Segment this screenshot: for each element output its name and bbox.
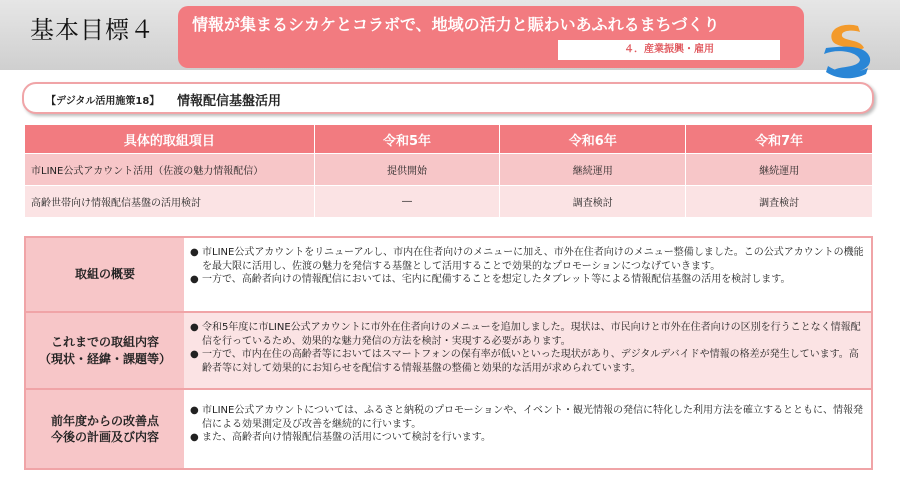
table-row bbox=[25, 186, 873, 218]
goal-banner bbox=[178, 6, 804, 68]
measure-tag: 【デジタル活用施策18】 bbox=[46, 96, 160, 107]
city-logo-icon bbox=[814, 18, 878, 82]
table-cell: 継続運用 bbox=[500, 154, 686, 186]
detail-row-overview bbox=[26, 238, 871, 311]
bullet-icon: ● bbox=[190, 405, 199, 416]
table-cell: 調査検討 bbox=[686, 186, 873, 218]
detail-row-history bbox=[26, 313, 871, 388]
detail-body bbox=[184, 390, 871, 468]
bullet-item bbox=[190, 404, 865, 431]
detail-label: 前年度からの改善点 今後の計画及び内容 bbox=[26, 390, 184, 468]
detail-body bbox=[184, 313, 871, 388]
bullet-icon: ● bbox=[190, 247, 199, 258]
goal-category: ４．産業振興・雇用 bbox=[558, 40, 780, 60]
bullet-icon: ● bbox=[190, 349, 199, 360]
detail-label: これまでの取組内容 （現状・経緯・課題等） bbox=[26, 313, 184, 388]
table-cell: 高齢世帯向け情報配信基盤の活用検討 bbox=[25, 186, 315, 218]
bullet-item bbox=[190, 431, 865, 445]
bullet-item bbox=[190, 348, 865, 375]
page-title: 基本目標４ bbox=[30, 16, 155, 44]
bullet-item bbox=[190, 321, 865, 348]
bullet-icon: ● bbox=[190, 322, 199, 333]
table-cell: ― bbox=[314, 186, 500, 218]
detail-label: 取組の概要 bbox=[26, 238, 184, 311]
column-header: 令和6年 bbox=[500, 125, 686, 154]
column-header: 具体的取組項目 bbox=[25, 125, 315, 154]
table-row bbox=[25, 154, 873, 186]
detail-panel bbox=[24, 236, 873, 470]
goal-text: 情報が集まるシカケとコラボで、地域の活力と賑わいあふれるまちづくり bbox=[192, 15, 720, 34]
bullet-text: 一方で、市内在住の高齢者等においてはスマートフォンの保有率が低いといった現状があり、デジタルデバイドや情報の格差が発生しています。高齢者等に対して効果的にお知らせを配信する情報基盤の整備と効果的な活用が求められています。 bbox=[202, 349, 859, 374]
bullet-icon: ● bbox=[190, 432, 199, 443]
bullet-text: また、高齢者向け情報配信基盤の活用について検討を行います。 bbox=[202, 432, 491, 443]
measure-title: 情報配信基盤活用 bbox=[177, 94, 282, 109]
detail-body bbox=[184, 238, 871, 311]
schedule-header-row bbox=[25, 125, 873, 154]
detail-row-plan bbox=[26, 390, 871, 468]
table-cell: 提供開始 bbox=[314, 154, 500, 186]
bullet-icon: ● bbox=[190, 274, 199, 285]
bullet-item bbox=[190, 246, 865, 273]
bullet-text: 市LINE公式アカウントをリニューアルし、市内在住者向けのメニューに加え、市外在住者向けのメニュー整備しました。この公式アカウントの機能を最大限に活用し、佐渡の魅力を発信する基盤として活用することで効果的なプロモーションにつなげていきます。 bbox=[202, 247, 864, 272]
table-cell: 市LINE公式アカウント活用（佐渡の魅力情報配信） bbox=[25, 154, 315, 186]
column-header: 令和7年 bbox=[686, 125, 873, 154]
schedule-table bbox=[24, 124, 873, 218]
bullet-text: 一方で、高齢者向けの情報配信においては、宅内に配備することを想定したタブレット等による情報配信基盤の活用を検討します。 bbox=[202, 274, 791, 285]
bullet-text: 市LINE公式アカウントについては、ふるさと納税のプロモーションや、イベント・観光情報の発信に特化した利用方法を確立するとともに、情報発信による効果測定及び改善を継続的に行います。 bbox=[202, 405, 864, 430]
column-header: 令和5年 bbox=[314, 125, 500, 154]
table-cell: 継続運用 bbox=[686, 154, 873, 186]
bullet-text: 令和5年度に市LINE公式アカウントに市外在住者向けのメニューを追加しました。現状は、市民向けと市外在住者向けの区別を行うことなく情報配信を行っているため、効果的な魅力発信の方法を検討・実現する必要があります。 bbox=[202, 322, 861, 347]
bullet-item bbox=[190, 273, 865, 287]
table-cell: 調査検討 bbox=[500, 186, 686, 218]
measure-title-bar bbox=[22, 82, 874, 114]
